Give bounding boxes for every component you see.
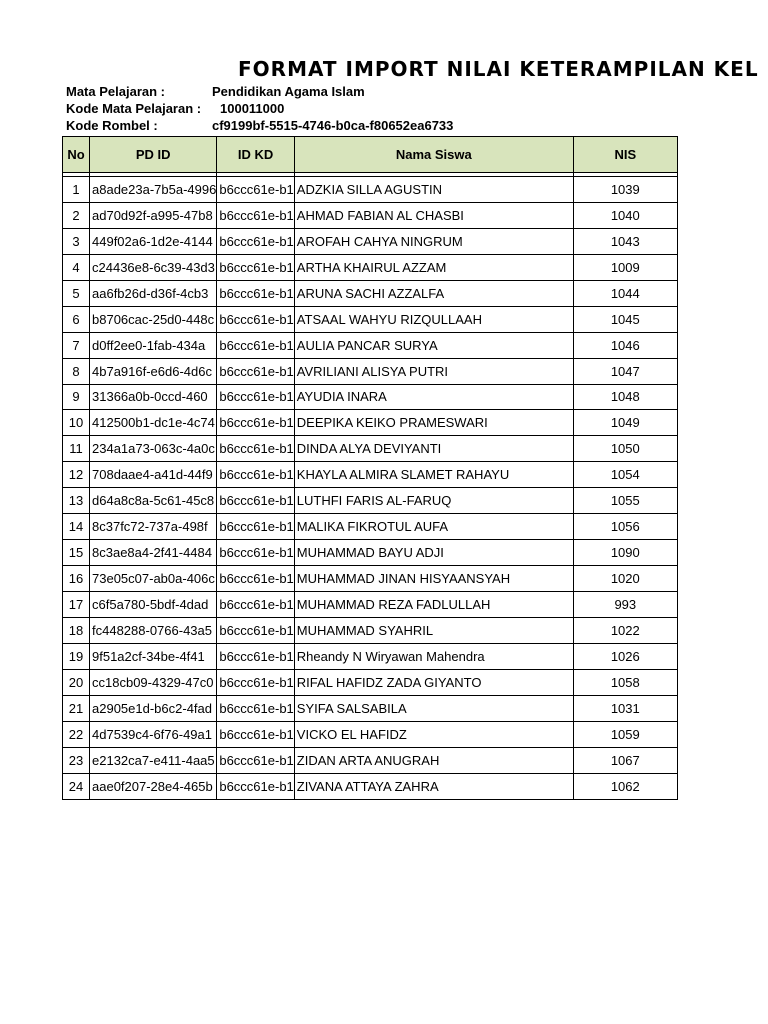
cell-nama-siswa[interactable]: AVRILIANI ALISYA PUTRI xyxy=(294,358,573,384)
title-container xyxy=(62,57,759,82)
cell-pd-id[interactable]: e2132ca7-e411-4aa5 xyxy=(90,747,217,773)
cell-nama-siswa[interactable]: SYIFA SALSABILA xyxy=(294,695,573,721)
page-title: FORMAT IMPORT NILAI KETERAMPILAN KEL xyxy=(238,57,759,81)
cell-pd-id[interactable]: b8706cac-25d0-448c xyxy=(90,306,217,332)
table-row[interactable] xyxy=(63,721,678,747)
table-row[interactable] xyxy=(63,514,678,540)
cell-pd-id[interactable]: a2905e1d-b6c2-4fad xyxy=(90,695,217,721)
cell-pd-id[interactable]: 31366a0b-0ccd-460 xyxy=(90,384,217,410)
cell-no[interactable]: 15 xyxy=(63,540,90,566)
cell-pd-id[interactable]: 234a1a73-063c-4a0c xyxy=(90,436,217,462)
cell-nis[interactable]: 1048 xyxy=(573,384,677,410)
cell-nis[interactable]: 1046 xyxy=(573,332,677,358)
cell-id-kd[interactable]: b6ccc61e-b1 xyxy=(217,280,294,306)
cell-nama-siswa[interactable]: ARTHA KHAIRUL AZZAM xyxy=(294,254,573,280)
cell-no[interactable]: 12 xyxy=(63,462,90,488)
student-table xyxy=(62,136,678,800)
cell-nis[interactable]: 1022 xyxy=(573,617,677,643)
cell-pd-id[interactable]: 412500b1-dc1e-4c74 xyxy=(90,410,217,436)
cell-id-kd[interactable]: b6ccc61e-b1 xyxy=(217,643,294,669)
cell-nama-siswa[interactable]: ARUNA SACHI AZZALFA xyxy=(294,280,573,306)
cell-pd-id[interactable]: 708daae4-a41d-44f9 xyxy=(90,462,217,488)
header-nis: NIS xyxy=(573,137,677,173)
cell-nis[interactable]: 1062 xyxy=(573,773,677,799)
cell-nama-siswa[interactable]: ATSAAL WAHYU RIZQULLAAH xyxy=(294,306,573,332)
cell-no[interactable]: 23 xyxy=(63,747,90,773)
cell-id-kd[interactable]: b6ccc61e-b1 xyxy=(217,488,294,514)
cell-nama-siswa[interactable]: Rheandy N Wiryawan Mahendra xyxy=(294,643,573,669)
cell-id-kd[interactable]: b6ccc61e-b1 xyxy=(217,228,294,254)
table-row[interactable] xyxy=(63,566,678,592)
cell-id-kd[interactable]: b6ccc61e-b1 xyxy=(217,747,294,773)
cell-id-kd[interactable]: b6ccc61e-b1 xyxy=(217,721,294,747)
cell-nis[interactable]: 1050 xyxy=(573,436,677,462)
cell-no[interactable]: 8 xyxy=(63,358,90,384)
cell-nama-siswa[interactable]: VICKO EL HAFIDZ xyxy=(294,721,573,747)
header-no: No xyxy=(63,137,90,173)
cell-nis[interactable]: 1067 xyxy=(573,747,677,773)
cell-no[interactable]: 14 xyxy=(63,514,90,540)
cell-nama-siswa[interactable]: LUTHFI FARIS AL-FARUQ xyxy=(294,488,573,514)
table-row[interactable] xyxy=(63,617,678,643)
table-row[interactable] xyxy=(63,488,678,514)
cell-nis[interactable]: 1055 xyxy=(573,488,677,514)
cell-no[interactable]: 20 xyxy=(63,669,90,695)
cell-nis[interactable]: 1043 xyxy=(573,228,677,254)
cell-no[interactable]: 21 xyxy=(63,695,90,721)
cell-no[interactable]: 4 xyxy=(63,254,90,280)
kode-mapel-value: 100011000 xyxy=(220,101,285,116)
cell-pd-id[interactable]: 73e05c07-ab0a-406c xyxy=(90,566,217,592)
table-row[interactable] xyxy=(63,202,678,228)
cell-no[interactable]: 2 xyxy=(63,202,90,228)
header-pd-id: PD ID xyxy=(90,137,217,173)
cell-pd-id[interactable]: a8ade23a-7b5a-4996 xyxy=(90,177,217,203)
cell-id-kd[interactable]: b6ccc61e-b1 xyxy=(217,773,294,799)
mapel-value: Pendidikan Agama Islam xyxy=(212,84,365,99)
cell-id-kd[interactable]: b6ccc61e-b1 xyxy=(217,540,294,566)
cell-nis[interactable]: 1047 xyxy=(573,358,677,384)
cell-no[interactable]: 3 xyxy=(63,228,90,254)
table-row[interactable] xyxy=(63,254,678,280)
cell-pd-id[interactable]: cc18cb09-4329-47c0 xyxy=(90,669,217,695)
cell-id-kd[interactable]: b6ccc61e-b1 xyxy=(217,514,294,540)
table-row[interactable] xyxy=(63,669,678,695)
cell-nis[interactable]: 1058 xyxy=(573,669,677,695)
header-nama-siswa: Nama Siswa xyxy=(294,137,573,173)
table-row[interactable] xyxy=(63,306,678,332)
cell-pd-id[interactable]: 9f51a2cf-34be-4f41 xyxy=(90,643,217,669)
table-row[interactable] xyxy=(63,228,678,254)
cell-no[interactable]: 9 xyxy=(63,384,90,410)
table-header-row xyxy=(63,137,678,173)
cell-pd-id[interactable]: d0ff2ee0-1fab-434a xyxy=(90,332,217,358)
table-row[interactable] xyxy=(63,695,678,721)
cell-no[interactable]: 19 xyxy=(63,643,90,669)
cell-no[interactable]: 22 xyxy=(63,721,90,747)
cell-nama-siswa[interactable]: KHAYLA ALMIRA SLAMET RAHAYU xyxy=(294,462,573,488)
cell-nis[interactable]: 1020 xyxy=(573,566,677,592)
table-row[interactable] xyxy=(63,177,678,203)
table-row[interactable] xyxy=(63,358,678,384)
cell-nama-siswa[interactable]: MUHAMMAD BAYU ADJI xyxy=(294,540,573,566)
cell-pd-id[interactable]: 8c3ae8a4-2f41-4484 xyxy=(90,540,217,566)
cell-id-kd[interactable]: b6ccc61e-b1 xyxy=(217,254,294,280)
cell-no[interactable]: 11 xyxy=(63,436,90,462)
table-row[interactable] xyxy=(63,747,678,773)
cell-pd-id[interactable]: 4b7a916f-e6d6-4d6c xyxy=(90,358,217,384)
table-row[interactable] xyxy=(63,332,678,358)
cell-no[interactable]: 24 xyxy=(63,773,90,799)
cell-no[interactable]: 13 xyxy=(63,488,90,514)
table-row[interactable] xyxy=(63,540,678,566)
cell-nama-siswa[interactable]: AHMAD FABIAN AL CHASBI xyxy=(294,202,573,228)
cell-id-kd[interactable]: b6ccc61e-b1 xyxy=(217,566,294,592)
cell-pd-id[interactable]: aa6fb26d-d36f-4cb3 xyxy=(90,280,217,306)
kode-rombel-label: Kode Rombel : xyxy=(66,118,158,133)
cell-no[interactable]: 1 xyxy=(63,177,90,203)
cell-nama-siswa[interactable]: ADZKIA SILLA AGUSTIN xyxy=(294,177,573,203)
cell-pd-id[interactable]: 449f02a6-1d2e-4144 xyxy=(90,228,217,254)
cell-no[interactable]: 7 xyxy=(63,332,90,358)
cell-no[interactable]: 16 xyxy=(63,566,90,592)
table-row[interactable] xyxy=(63,280,678,306)
cell-nis[interactable]: 1090 xyxy=(573,540,677,566)
cell-nama-siswa[interactable]: DEEPIKA KEIKO PRAMESWARI xyxy=(294,410,573,436)
cell-id-kd[interactable]: b6ccc61e-b1 xyxy=(217,669,294,695)
cell-pd-id[interactable]: c6f5a780-5bdf-4dad xyxy=(90,592,217,618)
cell-no[interactable]: 17 xyxy=(63,592,90,618)
cell-id-kd[interactable]: b6ccc61e-b1 xyxy=(217,202,294,228)
cell-pd-id[interactable]: aae0f207-28e4-465b xyxy=(90,773,217,799)
cell-no[interactable]: 5 xyxy=(63,280,90,306)
cell-nama-siswa[interactable]: ZIVANA ATTAYA ZAHRA xyxy=(294,773,573,799)
cell-nis[interactable]: 1045 xyxy=(573,306,677,332)
cell-nis[interactable]: 1056 xyxy=(573,514,677,540)
cell-id-kd[interactable]: b6ccc61e-b1 xyxy=(217,617,294,643)
cell-pd-id[interactable]: c24436e8-6c39-43d3 xyxy=(90,254,217,280)
kode-rombel-value: cf9199bf-5515-4746-b0ca-f80652ea6733 xyxy=(212,118,454,133)
cell-nis[interactable]: 1049 xyxy=(573,410,677,436)
cell-id-kd[interactable]: b6ccc61e-b1 xyxy=(217,436,294,462)
cell-id-kd[interactable]: b6ccc61e-b1 xyxy=(217,410,294,436)
cell-nis[interactable]: 1044 xyxy=(573,280,677,306)
cell-no[interactable]: 18 xyxy=(63,617,90,643)
cell-nis[interactable]: 1054 xyxy=(573,462,677,488)
cell-pd-id[interactable]: fc448288-0766-43a5 xyxy=(90,617,217,643)
cell-nama-siswa[interactable]: MUHAMMAD REZA FADLULLAH xyxy=(294,592,573,618)
cell-nis[interactable]: 1040 xyxy=(573,202,677,228)
cell-pd-id[interactable]: 4d7539c4-6f76-49a1 xyxy=(90,721,217,747)
cell-no[interactable]: 10 xyxy=(63,410,90,436)
cell-id-kd[interactable]: b6ccc61e-b1 xyxy=(217,358,294,384)
cell-nama-siswa[interactable]: AROFAH CAHYA NINGRUM xyxy=(294,228,573,254)
table-row[interactable] xyxy=(63,643,678,669)
cell-pd-id[interactable]: ad70d92f-a995-47b8 xyxy=(90,202,217,228)
cell-nis[interactable]: 1031 xyxy=(573,695,677,721)
table-row[interactable] xyxy=(63,384,678,410)
cell-id-kd[interactable]: b6ccc61e-b1 xyxy=(217,177,294,203)
cell-id-kd[interactable]: b6ccc61e-b1 xyxy=(217,332,294,358)
table-row[interactable] xyxy=(63,436,678,462)
table-row[interactable] xyxy=(63,410,678,436)
cell-id-kd[interactable]: b6ccc61e-b1 xyxy=(217,592,294,618)
table-row[interactable] xyxy=(63,773,678,799)
cell-nama-siswa[interactable]: DINDA ALYA DEVIYANTI xyxy=(294,436,573,462)
cell-nis[interactable]: 1009 xyxy=(573,254,677,280)
table-row[interactable] xyxy=(63,592,678,618)
kode-mapel-label: Kode Mata Pelajaran : xyxy=(66,101,202,116)
table-body xyxy=(63,177,678,800)
header-id-kd: ID KD xyxy=(217,137,294,173)
cell-nama-siswa[interactable]: MUHAMMAD JINAN HISYAANSYAH xyxy=(294,566,573,592)
cell-no[interactable]: 6 xyxy=(63,306,90,332)
cell-id-kd[interactable]: b6ccc61e-b1 xyxy=(217,384,294,410)
cell-pd-id[interactable]: 8c37fc72-737a-498f xyxy=(90,514,217,540)
cell-nama-siswa[interactable]: MUHAMMAD SYAHRIL xyxy=(294,617,573,643)
cell-id-kd[interactable]: b6ccc61e-b1 xyxy=(217,306,294,332)
cell-id-kd[interactable]: b6ccc61e-b1 xyxy=(217,462,294,488)
cell-pd-id[interactable]: d64a8c8a-5c61-45c8 xyxy=(90,488,217,514)
cell-nama-siswa[interactable]: AULIA PANCAR SURYA xyxy=(294,332,573,358)
cell-nis[interactable]: 1026 xyxy=(573,643,677,669)
cell-nama-siswa[interactable]: RIFAL HAFIDZ ZADA GIYANTO xyxy=(294,669,573,695)
mapel-label: Mata Pelajaran : xyxy=(66,84,165,99)
table-row[interactable] xyxy=(63,462,678,488)
cell-nis[interactable]: 993 xyxy=(573,592,677,618)
cell-id-kd[interactable]: b6ccc61e-b1 xyxy=(217,695,294,721)
cell-nama-siswa[interactable]: AYUDIA INARA xyxy=(294,384,573,410)
cell-nis[interactable]: 1059 xyxy=(573,721,677,747)
cell-nama-siswa[interactable]: ZIDAN ARTA ANUGRAH xyxy=(294,747,573,773)
cell-nama-siswa[interactable]: MALIKA FIKROTUL AUFA xyxy=(294,514,573,540)
cell-nis[interactable]: 1039 xyxy=(573,177,677,203)
